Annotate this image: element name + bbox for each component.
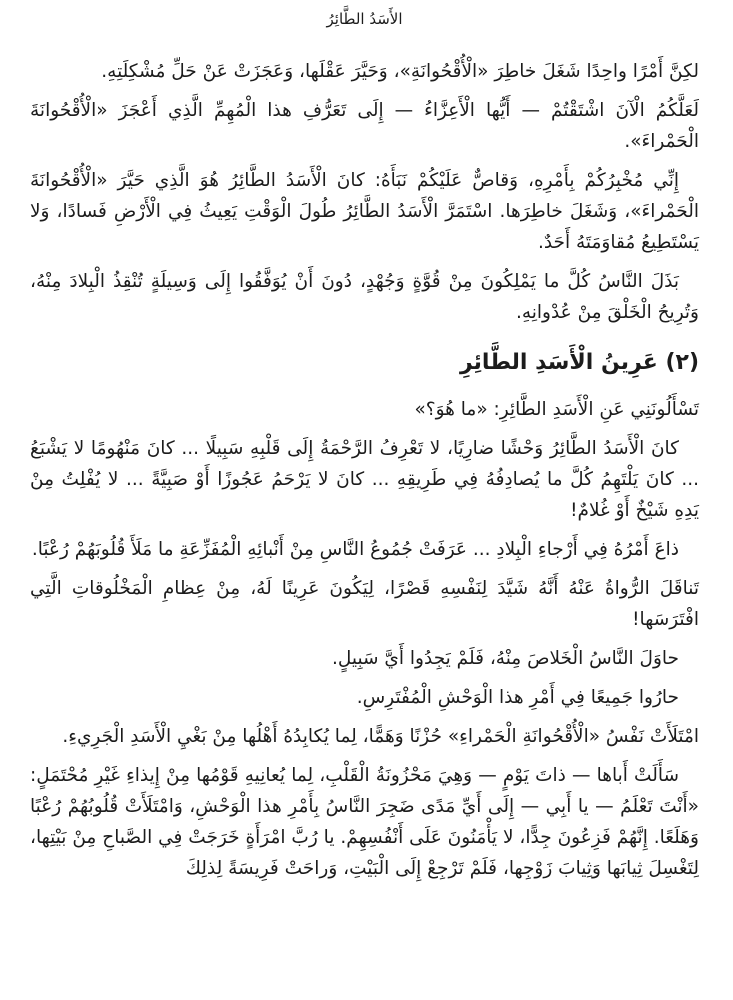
paragraph: لَعَلَّكُمُ الْآنَ اشْتَقْتُمْ — أَيُّها الْأَعِزَّاءُ — إِلَى تَعَرُّفِ هذا الْمُهِمِّ الَّذِي أَعْجَزَ «الْأُقْحُوانَةَ الْحَمْراءَ». — [30, 100, 699, 152]
paragraph: كانَ الْأَسَدُ الطَّائِرُ وَحْشًا ضارِيًا، لا تَعْرِفُ الرَّحْمَةُ إِلَى قَلْبِهِ سَبِيلًا ... كانَ مَنْهُومًا لا يَشْبَعُ ... كانَ يَلْتَهِمُ كُلَّ ما يُصادِفُهُ فِي طَرِيقِهِ ... كانَ لا يَرْحَمُ عَجُوزًا أَوْ صَبِيَّةً ... لا يُفْلِتُ مِنْ يَدِهِ شَيْخٌ أَوْ غُلامٌ! — [30, 438, 699, 521]
paragraph: لكِنَّ أَمْرًا واحِدًا شَغَلَ خاطِرَ «الْأُقْحُوانَةِ»، وَحَيَّرَ عَقْلَها، وَعَجَزَتْ عَنْ حَلِّ مُشْكِلَتِهِ. — [101, 61, 699, 82]
paragraph: حارُوا جَمِيعًا فِي أَمْرِ هذا الْوَحْشِ الْمُفْتَرِسِ. — [356, 687, 679, 708]
paragraph: تَسْأَلُونَنِي عَنِ الْأَسَدِ الطَّائِرِ: «ما هُوَ؟» — [414, 399, 699, 420]
section-title: (٢) عَرِينُ الْأَسَدِ الطَّائِرِ — [459, 350, 699, 375]
paragraph: ذاعَ أَمْرُهُ فِي أَرْجاءِ الْبِلادِ ... عَرَفَتْ جُمُوعُ النَّاسِ مِنْ أَنْبائِهِ الْمُفَزِّعَةِ ما مَلَأَ قُلُوبَهُمْ رُعْبًا. — [31, 539, 679, 560]
paragraph: إِنِّي مُخْبِرُكُمْ بِأَمْرِهِ، وَقاصٌّ عَلَيْكُمْ نَبَأَهُ: كانَ الْأَسَدُ الطَّائِرُ هُوَ الَّذِي حَيَّرَ «الْأُقْحُوانَةَ الْحَمْراءَ»، وَشَغَلَ خاطِرَها. اسْتَمَرَّ الْأَسَدُ الطَّائِرُ طُولَ الْوَقْتِ يَعِيثُ فِي الْأَرْضِ فَسادًا، وَلا يَسْتَطِيعُ مُقاوَمَتَهُ أَحَدٌ. — [30, 170, 699, 253]
paragraph: امْتَلَأَتْ نَفْسُ «الْأُقْحُوانَةِ الْحَمْراءِ» حُزْنًا وَهَمًّا، لِما يُكابِدُهُ أَهْلُها مِنْ بَغْيِ الْأَسَدِ الْجَرِيءِ. — [62, 726, 699, 747]
paragraph: حاوَلَ النَّاسُ الْخَلاصَ مِنْهُ، فَلَمْ يَجِدُوا أَيَّ سَبِيلٍ. — [331, 648, 679, 669]
paragraph: بَذَلَ النَّاسُ كُلَّ ما يَمْلِكُونَ مِنْ قُوَّةٍ وَجُهْدٍ، دُونَ أَنْ يُوَفَّقُوا إِلَى وَسِيلَةٍ تُنْقِذُ الْبِلادَ مِنْهُ، وَتُرِيحُ الْخَلْقَ مِنْ عُدْوانِهِ. — [30, 271, 699, 323]
running-head: الأَسَدُ الطَّائِرُ — [326, 10, 403, 28]
paragraph: تَناقَلَ الرُّواةُ عَنْهُ أَنَّهُ شَيَّدَ لِنَفْسِهِ قَصْرًا، لِيَكُونَ عَرِينًا لَهُ، مِنْ عِظامِ الْمَخْلُوقاتِ الَّتِي افْتَرَسَها! — [30, 578, 699, 630]
paragraph: سَأَلَتْ أَباها — ذاتَ يَوْمٍ — وَهِيَ مَحْزُونَةُ الْقَلْبِ، لِما يُعانِيهِ قَوْمُها مِنْ إِيذاءِ غَيْرِ مُحْتَمَلٍ: «أَنْتَ تَعْلَمُ — يا أَبِي — إِلَى أَيِّ مَدًى ضَجِرَ النَّاسُ بِأَمْرِ هذا الْوَحْشِ، وَامْتَلَأَتْ قُلُوبُهُمْ رُعْبًا وَهَلَعًا. إِنَّهُمْ فَزِعُونَ جِدًّا، لا يَأْمَنُونَ عَلَى أَنْفُسِهِمْ. يا رُبَّ امْرَأَةٍ خَرَجَتْ فِي الصَّباحِ مِنْ بَيْتِها، لِتَغْسِلَ ثِيابَها وَثِيابَ زَوْجِها، فَلَمْ تَرْجِعْ إِلَى الْبَيْتِ، وَراحَتْ فَرِيسَةً لِذلِكَ — [30, 765, 699, 879]
